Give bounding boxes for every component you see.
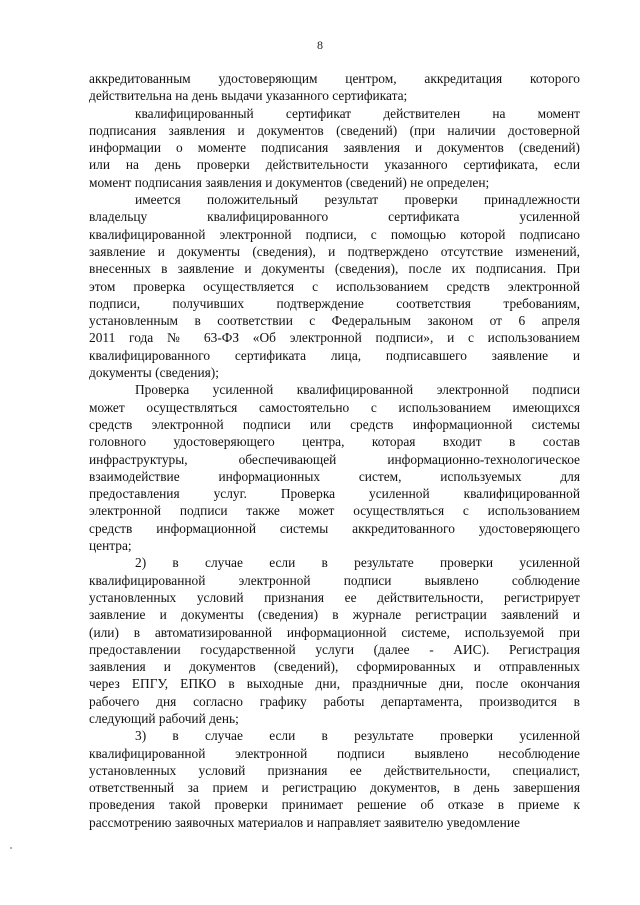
text-line: может осуществляться самостоятельно с использованием имеющихся <box>89 399 580 415</box>
text-line: информации о моменте подписания заявления и документов (сведений) <box>89 140 580 156</box>
text-line: проведения такой проверки принимает решение об отказе в приеме к <box>89 797 580 813</box>
text-line: квалифицированной электронной подписи выявлено несоблюдение <box>89 745 580 761</box>
text-line: этом проверка осуществляется с использованием средств электронной <box>89 278 580 294</box>
text-line: головного удостоверяющего центра, которая входит в состав <box>89 434 580 450</box>
paragraph <box>89 381 580 554</box>
text-line: следующий рабочий день; <box>89 710 239 726</box>
text-line: 2011 года № 63-ФЗ «Об электронной подписи», и с использованием <box>89 330 580 346</box>
text-line: средств информационной системы аккредитованного удостоверяющего <box>89 520 580 536</box>
text-line: или на день проверки действительности указанного сертификата, если <box>89 157 580 173</box>
text-line: заявление и документы (сведения) в журнале регистрации заявлений и <box>89 607 580 623</box>
text-line: рассмотрению заявочных материалов и направляет заявителю уведомление <box>89 814 520 830</box>
paragraph <box>89 191 580 381</box>
text-line: 2) в случае если в результате проверки усиленной <box>135 555 580 571</box>
text-line: через ЕПГУ, ЕПКО в выходные дни, праздничные дни, после окончания <box>89 676 580 692</box>
text-line: документы (сведения); <box>89 365 219 381</box>
text-line: установленных условий признания ее действительности, специалист, <box>89 762 580 778</box>
text-line: действительна на день выдачи указанного сертификата; <box>89 88 408 104</box>
paragraph <box>89 554 580 727</box>
text-line: момент подписания заявления и документов (сведений) не определен; <box>89 174 490 190</box>
text-line: заявления и документов (сведений), сформированных и отправленных <box>89 659 580 675</box>
text-line: владельцу квалифицированного сертификата усиленной <box>89 209 580 225</box>
text-line: квалифицированный сертификат действителен на момент <box>135 105 580 121</box>
paragraph <box>89 727 580 831</box>
text-line: установленным в соответствии с Федеральным законом от 6 апреля <box>89 313 580 329</box>
text-line: квалифицированного сертификата лица, подписавшего заявление и <box>89 347 580 363</box>
text-line: подписи, получивших подтверждение соответствия требованиям, <box>89 295 580 311</box>
text-line: предоставления услуг. Проверка усиленной квалифицированной <box>89 486 580 502</box>
text-line: внесенных в заявление и документы (сведения), после их подписания. При <box>89 261 580 277</box>
page-number: 8 <box>317 38 323 52</box>
text-line: аккредитованным удостоверяющим центром, аккредитация которого <box>89 71 580 86</box>
document-body <box>89 70 580 831</box>
text-line: взаимодействие информационных систем, используемых для <box>89 468 580 484</box>
text-line: заявление и документы (сведения), и подтверждено отсутствие изменений, <box>89 243 580 259</box>
text-line: Проверка усиленной квалифицированной электронной подписи <box>135 382 580 398</box>
text-line: рабочего дня согласно графику работы департамента, производится в <box>89 693 580 709</box>
text-line: имеется положительный результат проверки принадлежности <box>135 192 580 208</box>
text-line: средств электронной подписи или средств информационной системы <box>89 416 580 432</box>
text-line: предоставлении государственной услуги (далее - АИС). Регистрация <box>89 641 580 657</box>
text-line: подписания заявления и документов (сведений) (при наличии достоверной <box>89 122 580 138</box>
text-line: 3) в случае если в результате проверки усиленной <box>135 728 580 744</box>
text-line: инфраструктуры, обеспечивающей информационно-технологическое <box>89 451 580 467</box>
text-line: центра; <box>89 538 132 554</box>
text-line: квалифицированной электронной подписи выявлено соблюдение <box>89 572 580 588</box>
text-line: квалифицированной электронной подписи, с помощью которой подписано <box>89 226 580 242</box>
paragraph <box>89 105 580 191</box>
text-line: электронной подписи также может осуществляться с использованием <box>89 503 580 519</box>
paragraph <box>89 70 580 105</box>
text-line: ответственный за прием и регистрацию документов, в день завершения <box>89 780 580 796</box>
text-line: (или) в автоматизированной информационной системе, используемой при <box>89 624 580 640</box>
scan-speck <box>10 847 12 849</box>
text-line: установленных условий признания ее действительности, регистрирует <box>89 589 580 605</box>
